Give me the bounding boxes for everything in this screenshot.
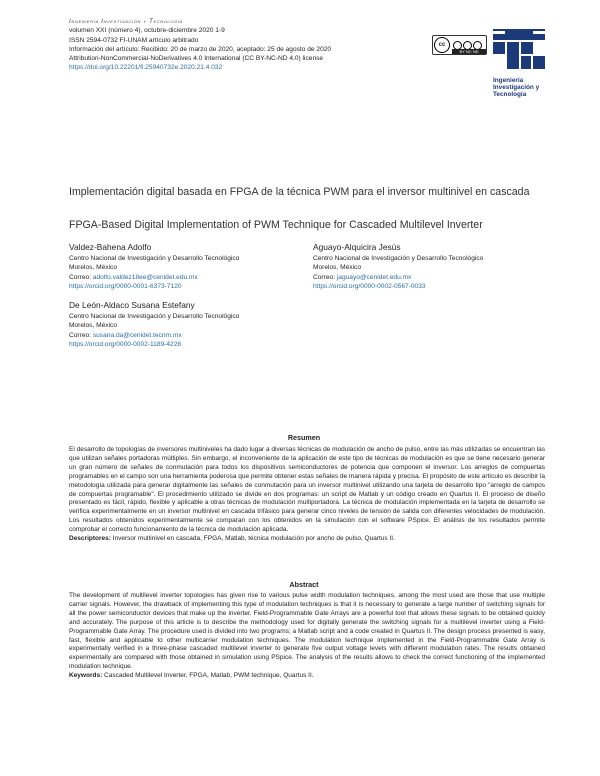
abstract-keywords: Keywords: Cascaded Multilevel Inverter, FPGA, Matlab, PWM technique, Quartus II. [69, 672, 314, 680]
resumen-keywords: Descriptores: Inversor multinivel en cascada, FPGA, Matlab, técnica modulación por ancho de pulso, Quartus II. [69, 535, 395, 543]
author-block-3 [69, 300, 299, 350]
author-email-line: Correo: jaguayo@cenidet.edu.mx [313, 273, 412, 281]
cc-license-badge[interactable] [432, 35, 487, 55]
resumen-body [69, 446, 545, 544]
abstract-body [69, 592, 545, 681]
orcid-link[interactable]: https://orcid.org/0000-0002-1189-4228 [69, 341, 182, 349]
author-email-line: Correo: adolfo.valdez18ee@cenidet.edu.mx [69, 273, 198, 281]
volume-line: volumen XXI (número 4), octubre-diciembre 2020 1-9 [69, 27, 225, 35]
author-name: De León-Aldaco Susana Estefany [69, 300, 195, 310]
author-name: Aguayo-Alquicira Jesús [313, 242, 401, 252]
journal-logo-icon [493, 29, 545, 69]
title-spanish: Implementación digital basada en FPGA de la técnica PWM para el inversor multinivel en cascada [69, 186, 530, 198]
author-location: Morelos, México [69, 264, 118, 272]
doi-link[interactable]: https://doi.org/10.22201/fi.25940732e.2020.21.4.032 [69, 64, 223, 72]
orcid-link[interactable]: https://orcid.org/0000-0002-0567-0033 [313, 283, 426, 291]
resumen-text: El desarrollo de topologías de inversores multiniveles ha dado lugar a diversas técnicas de modulación de ancho de pulso, entre las más utilizadas se encuentran las que utilizan señales portadoras múltiples. Sin embargo, el inconveniente de la aplicación de este tipo de técnicas de modulación es que se tiene necesario generar un gran número de señales de conmutación para todos los dispositivos semiconductores de potencia que componen el inversor. Los arreglos de compuertas programables en el campo son una herramienta poderosa que permite obtener estas señales de manera rápida y precisa. El propósito de este artículo es describir la metodología utilizada para generar digitalmente las señales de conmutación para un inversor multinivel utilizando una tarjeta de desarrollo tipo "arreglo de campos de compuertas programable". El procedimiento utilizado se divide en dos programas: un script de Matlab y un código creado en Quartus II. El proceso de diseño presentado es fácil, rápido, flexible y aplicable a otras técnicas de modulación multiportadora. La técnica de modulación implementada en la tarjeta de desarrollo se verifica experimentalmente en un inversor multinivel en cascada trifásico para generar cinco niveles de tensión de salida con diferentes velocidades de modulación. Los resultados obtenidos experimentalmente se comparan con los obtenidos en la simulación con el software PSpice. El análisis de los resultados permite comprobar el correcto funcionamiento de la técnica de modulación aplicada. [69, 446, 545, 534]
author-name: Valdez-Bahena Adolfo [69, 242, 152, 252]
author-institution: Centro Nacional de Investigación y Desarrollo Tecnológico [313, 255, 484, 262]
abstract-heading: Abstract [289, 580, 319, 589]
journal-name: Ingeniería Investigación y Tecnología [69, 18, 183, 25]
journal-logo [493, 29, 545, 99]
license-line: Attribution-NonCommercial-NoDerivatives 4.0 International (CC BY-NC-ND 4.0) license [69, 55, 324, 63]
email-link[interactable]: jaguayo@cenidet.edu.mx [336, 273, 412, 281]
dates-line: Información del artículo: Recibido: 20 de marzo de 2020, aceptado: 25 de agosto de 2020 [69, 45, 332, 53]
cc-badge-label: BY NC ND [452, 49, 486, 54]
cc-icon: cc [434, 37, 450, 53]
issn-line: ISSN 2594-0732 FI-UNAM artículo arbitrado [69, 36, 199, 44]
resumen-heading: Resumen [287, 433, 321, 442]
abstract-text: The development of multilevel inverter topologies has given rise to various pulse width modulation techniques, among the most used are those that use multiple carrier signals. However, the drawback of implementing this type of modulation techniques is that it is necessary to generate a large number of switching signals for all the power semiconductor devices that make up the inverter. Field-Programmable Gate Arrays are a powerful tool that allows these signals to be obtained quickly and accurately. The purpose of this article is to describe the methodology used for digitally generate the switching signals for a multilevel inverter using a Field-Programmable Gate Array. The procedure used is divided into two programs; a Matlab script and a code created in Quartus II. The design process presented is easy, fast, flexible and applicable to other multicarrier modulation techniques. The modulation technique implemented in the Field-Programmable Gate Array is experimentally verified in a three-phase cascaded multilevel inverter to generate five output voltage levels with different modulation rates. The results obtained experimentally are compared with those obtained in simulation using PSpice. The analysis of the results allows to check the correct functioning of the implemented modulation technique. [69, 592, 545, 671]
title-english: FPGA-Based Digital Implementation of PWM Technique for Cascaded Multilevel Inverter [69, 219, 483, 231]
author-block-1 [69, 242, 299, 292]
author-institution: Centro Nacional de Investigación y Desarrollo Tecnológico [69, 313, 240, 320]
author-location: Morelos, México [69, 322, 118, 330]
email-link[interactable]: susana.da@cenidet.tecnm.mx [92, 331, 182, 339]
article-header [69, 17, 429, 73]
author-location: Morelos, México [313, 264, 362, 272]
email-link[interactable]: adolfo.valdez18ee@cenidet.edu.mx [92, 273, 198, 281]
logo-text: Ingeniería Investigación y Tecnología [493, 77, 540, 99]
orcid-link[interactable]: https://orcid.org/0000-0001-6373-7120 [69, 283, 182, 291]
author-block-2 [313, 242, 543, 292]
author-email-line: Correo: susana.da@cenidet.tecnm.mx [69, 331, 182, 339]
author-institution: Centro Nacional de Investigación y Desarrollo Tecnológico [69, 255, 240, 262]
